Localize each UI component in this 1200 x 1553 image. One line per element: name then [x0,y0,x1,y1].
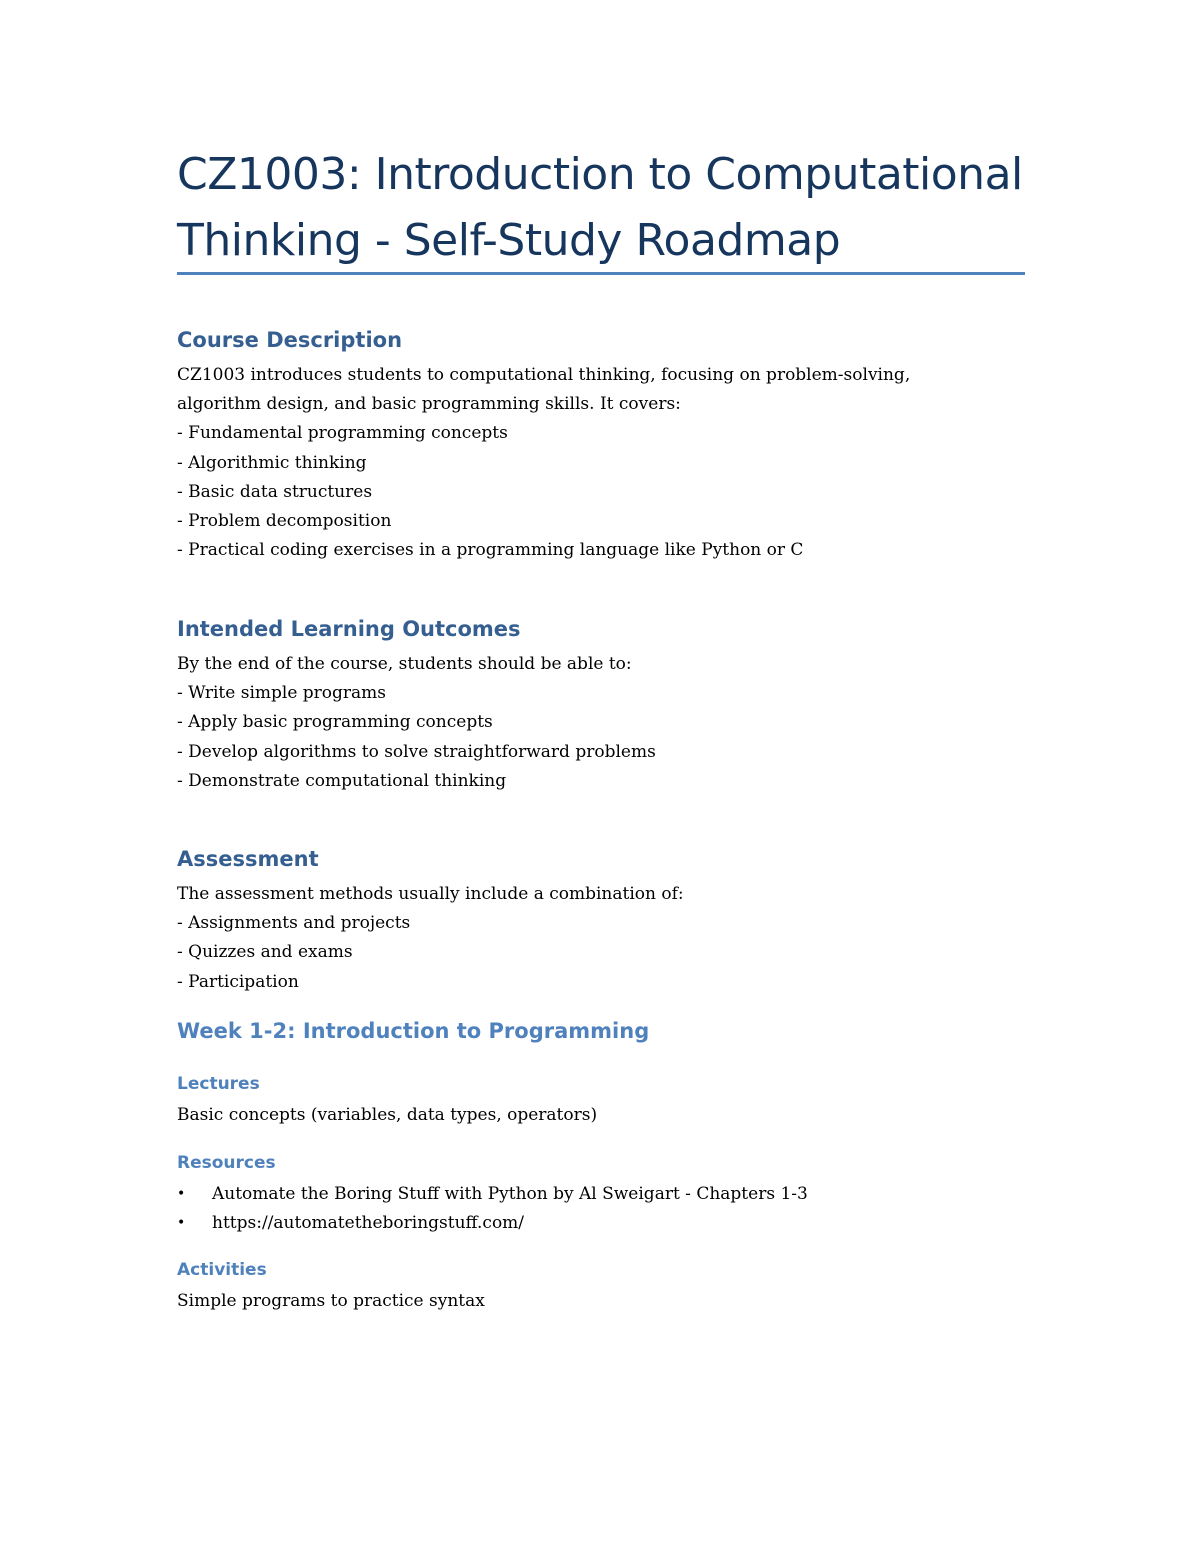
activities-text: Simple programs to practice syntax [177,1291,485,1311]
activities-heading: Activities [177,1260,267,1280]
learning-outcomes-line: - Write simple programs [177,683,387,704]
assessment-line: - Assignments and projects [177,913,411,934]
resource-book-text: Automate the Boring Stuff with Python by Al Sweigart - Chapters 1-3 [212,1184,808,1204]
learning-outcomes-body [177,650,1025,796]
course-description-line: - Basic data structures [177,481,373,502]
course-description-heading: Course Description [177,328,403,352]
document-title-line-2: Thinking - Self-Study Roadmap [177,215,841,266]
learning-outcomes-line: By the end of the course, students should be able to: [177,654,632,674]
assessment-line: - Participation [177,971,299,992]
assessment-line: - Quizzes and exams [177,942,353,963]
course-description-line: - Fundamental programming concepts [177,423,508,444]
bullet-icon: • [177,1215,186,1232]
learning-outcomes-line: - Demonstrate computational thinking [177,770,507,791]
resources-heading: Resources [177,1153,276,1173]
course-description-line: - Practical coding exercises in a programming language like Python or C [177,540,804,561]
lectures-text: Basic concepts (variables, data types, operators) [177,1105,598,1125]
week-1-2-heading: Week 1-2: Introduction to Programming [177,1019,650,1043]
assessment-body [177,880,1025,997]
resource-url-link[interactable]: https://automatetheboringstuff.com/ [212,1213,525,1234]
activities-body [177,1287,1025,1316]
assessment-line: The assessment methods usually include a combination of: [177,884,684,904]
course-description-line: CZ1003 introduces students to computational thinking, focusing on problem-solving, [177,365,911,385]
document-title [177,142,1025,274]
learning-outcomes-line: - Develop algorithms to solve straightforward problems [177,741,656,762]
learning-outcomes-line: - Apply basic programming concepts [177,712,493,733]
course-description-line: algorithm design, and basic programming skills. It covers: [177,394,681,415]
bullet-icon: • [177,1186,186,1202]
course-description-line: - Problem decomposition [177,511,392,532]
document-title-line-1: CZ1003: Introduction to Computational [177,149,1023,200]
course-description-body [177,361,1025,565]
course-description-line: - Algorithmic thinking [177,452,367,473]
lectures-heading: Lectures [177,1074,260,1094]
list-item [177,1209,1025,1238]
resources-list [177,1180,1025,1238]
list-item [177,1180,1025,1209]
learning-outcomes-heading: Intended Learning Outcomes [177,617,521,641]
assessment-heading: Assessment [177,847,319,871]
lectures-body [177,1101,1025,1130]
title-underline-rule [177,272,1025,275]
